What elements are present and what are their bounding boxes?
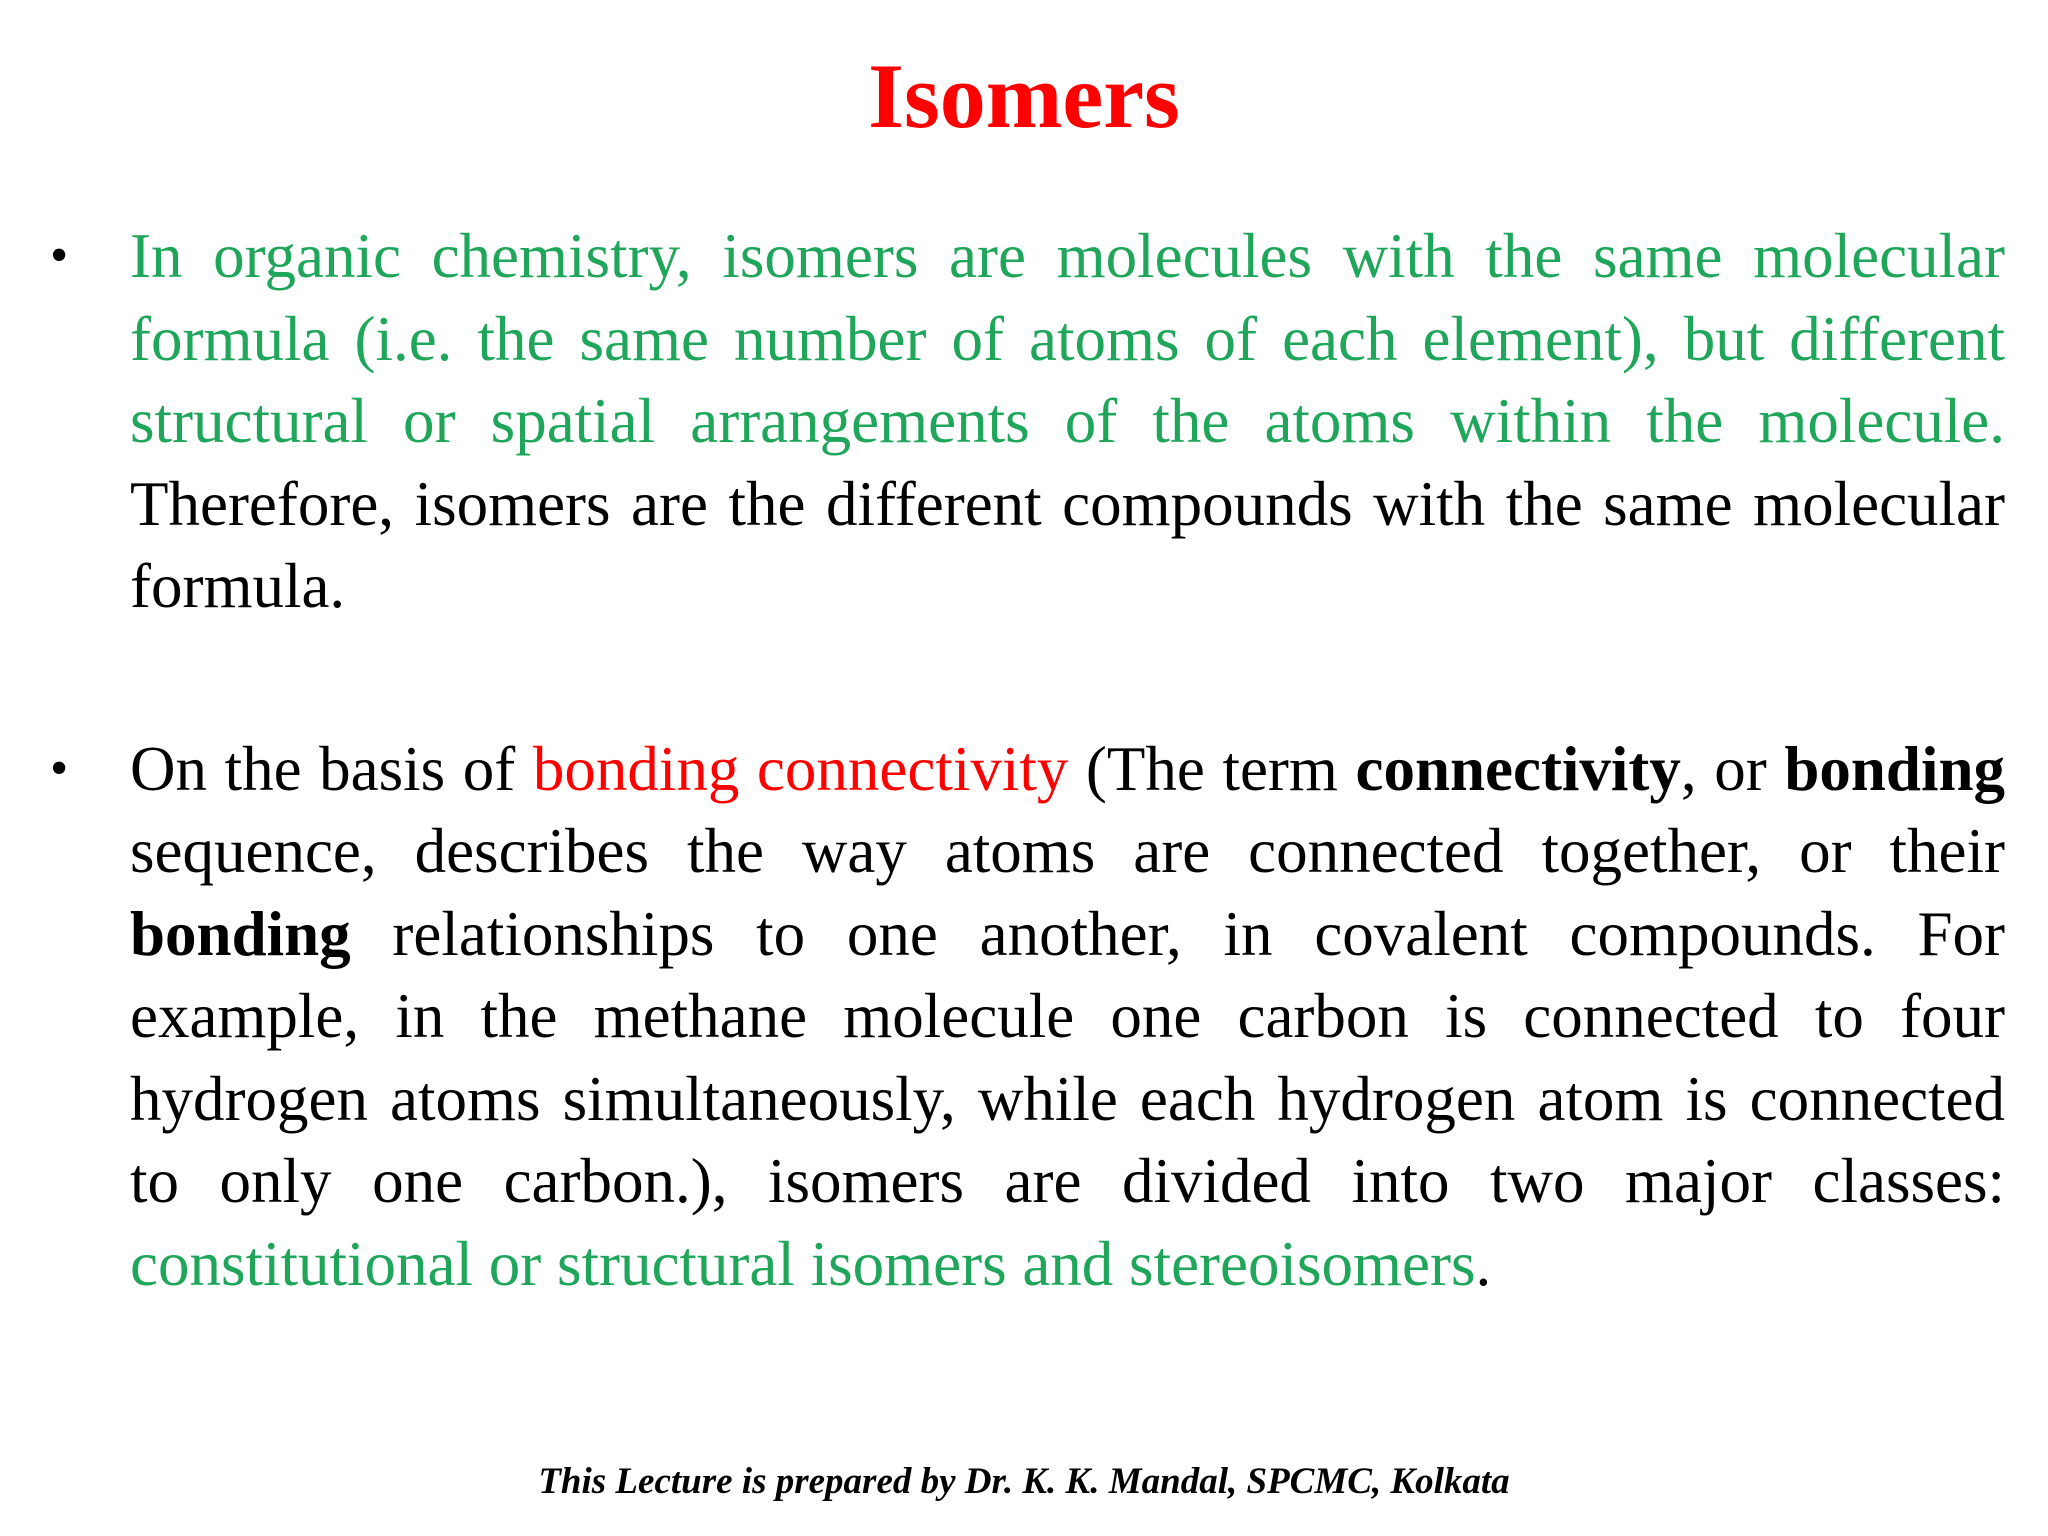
connectivity-highlight: bonding connectivity: [532, 733, 1069, 804]
connectivity-text: relationships to one another, in covalent compounds. For example, in the methane molecule one carbon is connected to four hydrogen atoms simultaneously, while each hydrogen atom is connected to only one carbon.), isomers are divided into two major classes:: [130, 898, 2005, 1216]
slide-title: Isomers: [868, 45, 1180, 147]
connectivity-text: sequence, describes the way atoms are connected together, or their: [130, 816, 2005, 886]
bullet-bonding-connectivity: [50, 728, 2005, 1306]
connectivity-text: (The term: [1068, 733, 1356, 804]
classes-highlight: constitutional or structural isomers and stereoisomers: [130, 1228, 1476, 1299]
term-bonding: bonding: [130, 898, 351, 969]
connectivity-text: .: [1475, 1228, 1492, 1299]
term-bonding: bonding: [1784, 733, 2005, 804]
term-connectivity: connectivity: [1355, 733, 1681, 804]
definition-highlight: In organic chemistry, isomers are molecules with the same molecular formula (i.e. the same number of atoms of each element), but different structural or spatial arrangements of the atoms within the molecule.: [130, 221, 2005, 456]
definition-text: Therefore, isomers are the different compounds with the same molecular formula.: [130, 468, 2005, 621]
connectivity-text: , or: [1680, 733, 1785, 804]
connectivity-text: On the basis of: [130, 733, 533, 804]
bullet-isomer-definition: [50, 215, 2005, 628]
bullet-icon: •: [50, 739, 69, 797]
footer-credit: This Lecture is prepared by Dr. K. K. Mandal, SPCMC, Kolkata: [538, 1461, 1510, 1502]
bullet-list: [50, 215, 2005, 1305]
bullet-icon: •: [50, 227, 69, 284]
